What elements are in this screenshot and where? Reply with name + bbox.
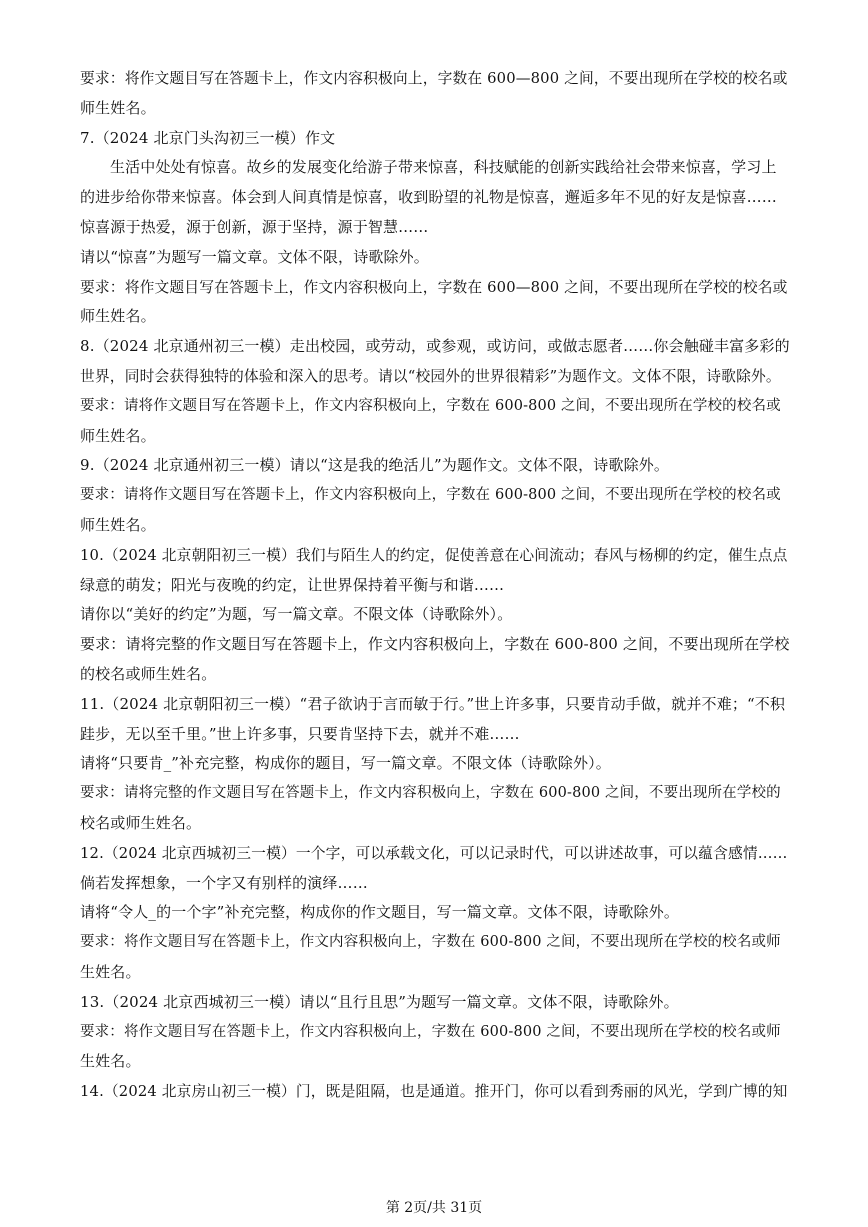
text-line: 要求：请将作文题目写在答题卡上，作文内容积极向上，字数在 600-800 之间，不要出现所在学校的校名或 (80, 397, 781, 414)
text-line: 师生姓名。 (80, 307, 156, 326)
text-line: 倘若发挥想象，一个字又有别样的演绎…… (80, 873, 368, 892)
text-line: 生姓名。 (80, 962, 141, 981)
text-line: 请以“惊喜”为题写一篇文章。文体不限，诗歌除外。 (80, 247, 429, 266)
text-line: 12.（2024 北京西城初三一模）一个字，可以承载文化，可以记录时代，可以讲述故事，可以蕴含感情…… (80, 844, 788, 862)
text-line: 要求：将作文题目写在答题卡上，作文内容积极向上，字数在 600—800 之间，不要出现所在学校的校名或 (80, 278, 788, 296)
text-line: 的进步给你带来惊喜。体会到人间真情是惊喜，收到盼望的礼物是惊喜，邂逅多年不见的好友是惊喜…… (80, 188, 777, 207)
text-line: 13.（2024 北京西城初三一模）请以“且行且思”为题写一篇文章。文体不限，诗歌除外。 (80, 992, 679, 1011)
text-line: 10.（2024 北京朝阳初三一模）我们与陌生人的约定，促使善意在心间流动；春风与杨柳的约定，催生点点 (80, 546, 788, 564)
text-line: 生活中处处有惊喜。故乡的发展变化给游子带来惊喜，科技赋能的创新实践给社会带来惊喜，学习上 (110, 158, 777, 177)
text-line: 师生姓名。 (80, 426, 156, 445)
text-line: 要求：将作文题目写在答题卡上，作文内容积极向上，字数在 600—800 之间，不要出现所在学校的校名或 (80, 70, 788, 87)
text-line: 请将“令人_的一个字”补充完整，构成你的作文题目，写一篇文章。文体不限，诗歌除外。 (80, 903, 679, 922)
text-line: 请你以“美好的约定”为题，写一篇文章。不限文体（诗歌除外）。 (80, 605, 513, 624)
text-line: 9.（2024 北京通州初三一模）请以“这是我的绝活儿”为题作文。文体不限，诗歌除外。 (80, 456, 670, 475)
text-line: 14.（2024 北京房山初三一模）门，既是阻隔，也是通道。推开门，你可以看到秀丽的风光，学到广博的知 (80, 1083, 788, 1101)
text-line: 生姓名。 (80, 1052, 141, 1071)
text-line: 的校名或师生姓名。 (80, 664, 217, 683)
page-number-label: 第 2页/共 31页 (385, 1200, 483, 1216)
text-line: 8.（2024 北京通州初三一模）走出校园，或劳动，或参观，或访问，或做志愿者……你会触碰丰富多彩的 (80, 337, 790, 356)
text-line: 11.（2024 北京朝阳初三一模）“君子欲讷于言而敏于行。”世上许多事，只要肯动手做，就并不难；“不积 (80, 694, 786, 713)
text-line: 世界，同时会获得独特的体验和深入的思考。请以“校园外的世界很精彩”为题作文。文体不限，诗歌除外。 (80, 367, 781, 385)
document-body (80, 64, 792, 1107)
text-line: 要求：将作文题目写在答题卡上，作文内容积极向上，字数在 600-800 之间，不要出现所在学校的校名或师 (80, 934, 781, 951)
text-line: 7.（2024 北京门头沟初三一模）作文 (80, 128, 336, 147)
page-footer (0, 1198, 868, 1218)
text-line: 校名或师生姓名。 (80, 813, 202, 832)
text-line: 师生姓名。 (80, 98, 156, 117)
text-line: 绿意的萌发；阳光与夜晚的约定，让世界保持着平衡与和谐…… (80, 575, 505, 594)
text-line: 要求：请将完整的作文题目写在答题卡上，作文内容积极向上，字数在 600-800 之间，不要出现所在学校的 (80, 785, 781, 802)
text-line: 要求：请将作文题目写在答题卡上，作文内容积极向上，字数在 600-800 之间，不要出现所在学校的校名或 (80, 487, 781, 504)
text-line: 惊喜源于热爱，源于创新，源于坚持，源于智慧…… (80, 217, 429, 236)
text-line: 要求：将作文题目写在答题卡上，作文内容积极向上，字数在 600-800 之间，不要出现所在学校的校名或师 (80, 1023, 781, 1040)
text-line: 跬步，无以至千里。”世上许多事，只要肯坚持下去，就并不难…… (80, 724, 520, 743)
text-line: 师生姓名。 (80, 515, 156, 534)
text-line: 请将“只要肯_”补充完整，构成你的题目，写一篇文章。不限文体（诗歌除外）。 (80, 754, 611, 773)
text-line: 要求：请将完整的作文题目写在答题卡上，作文内容积极向上，字数在 600-800 之间，不要出现所在学校 (80, 635, 790, 654)
